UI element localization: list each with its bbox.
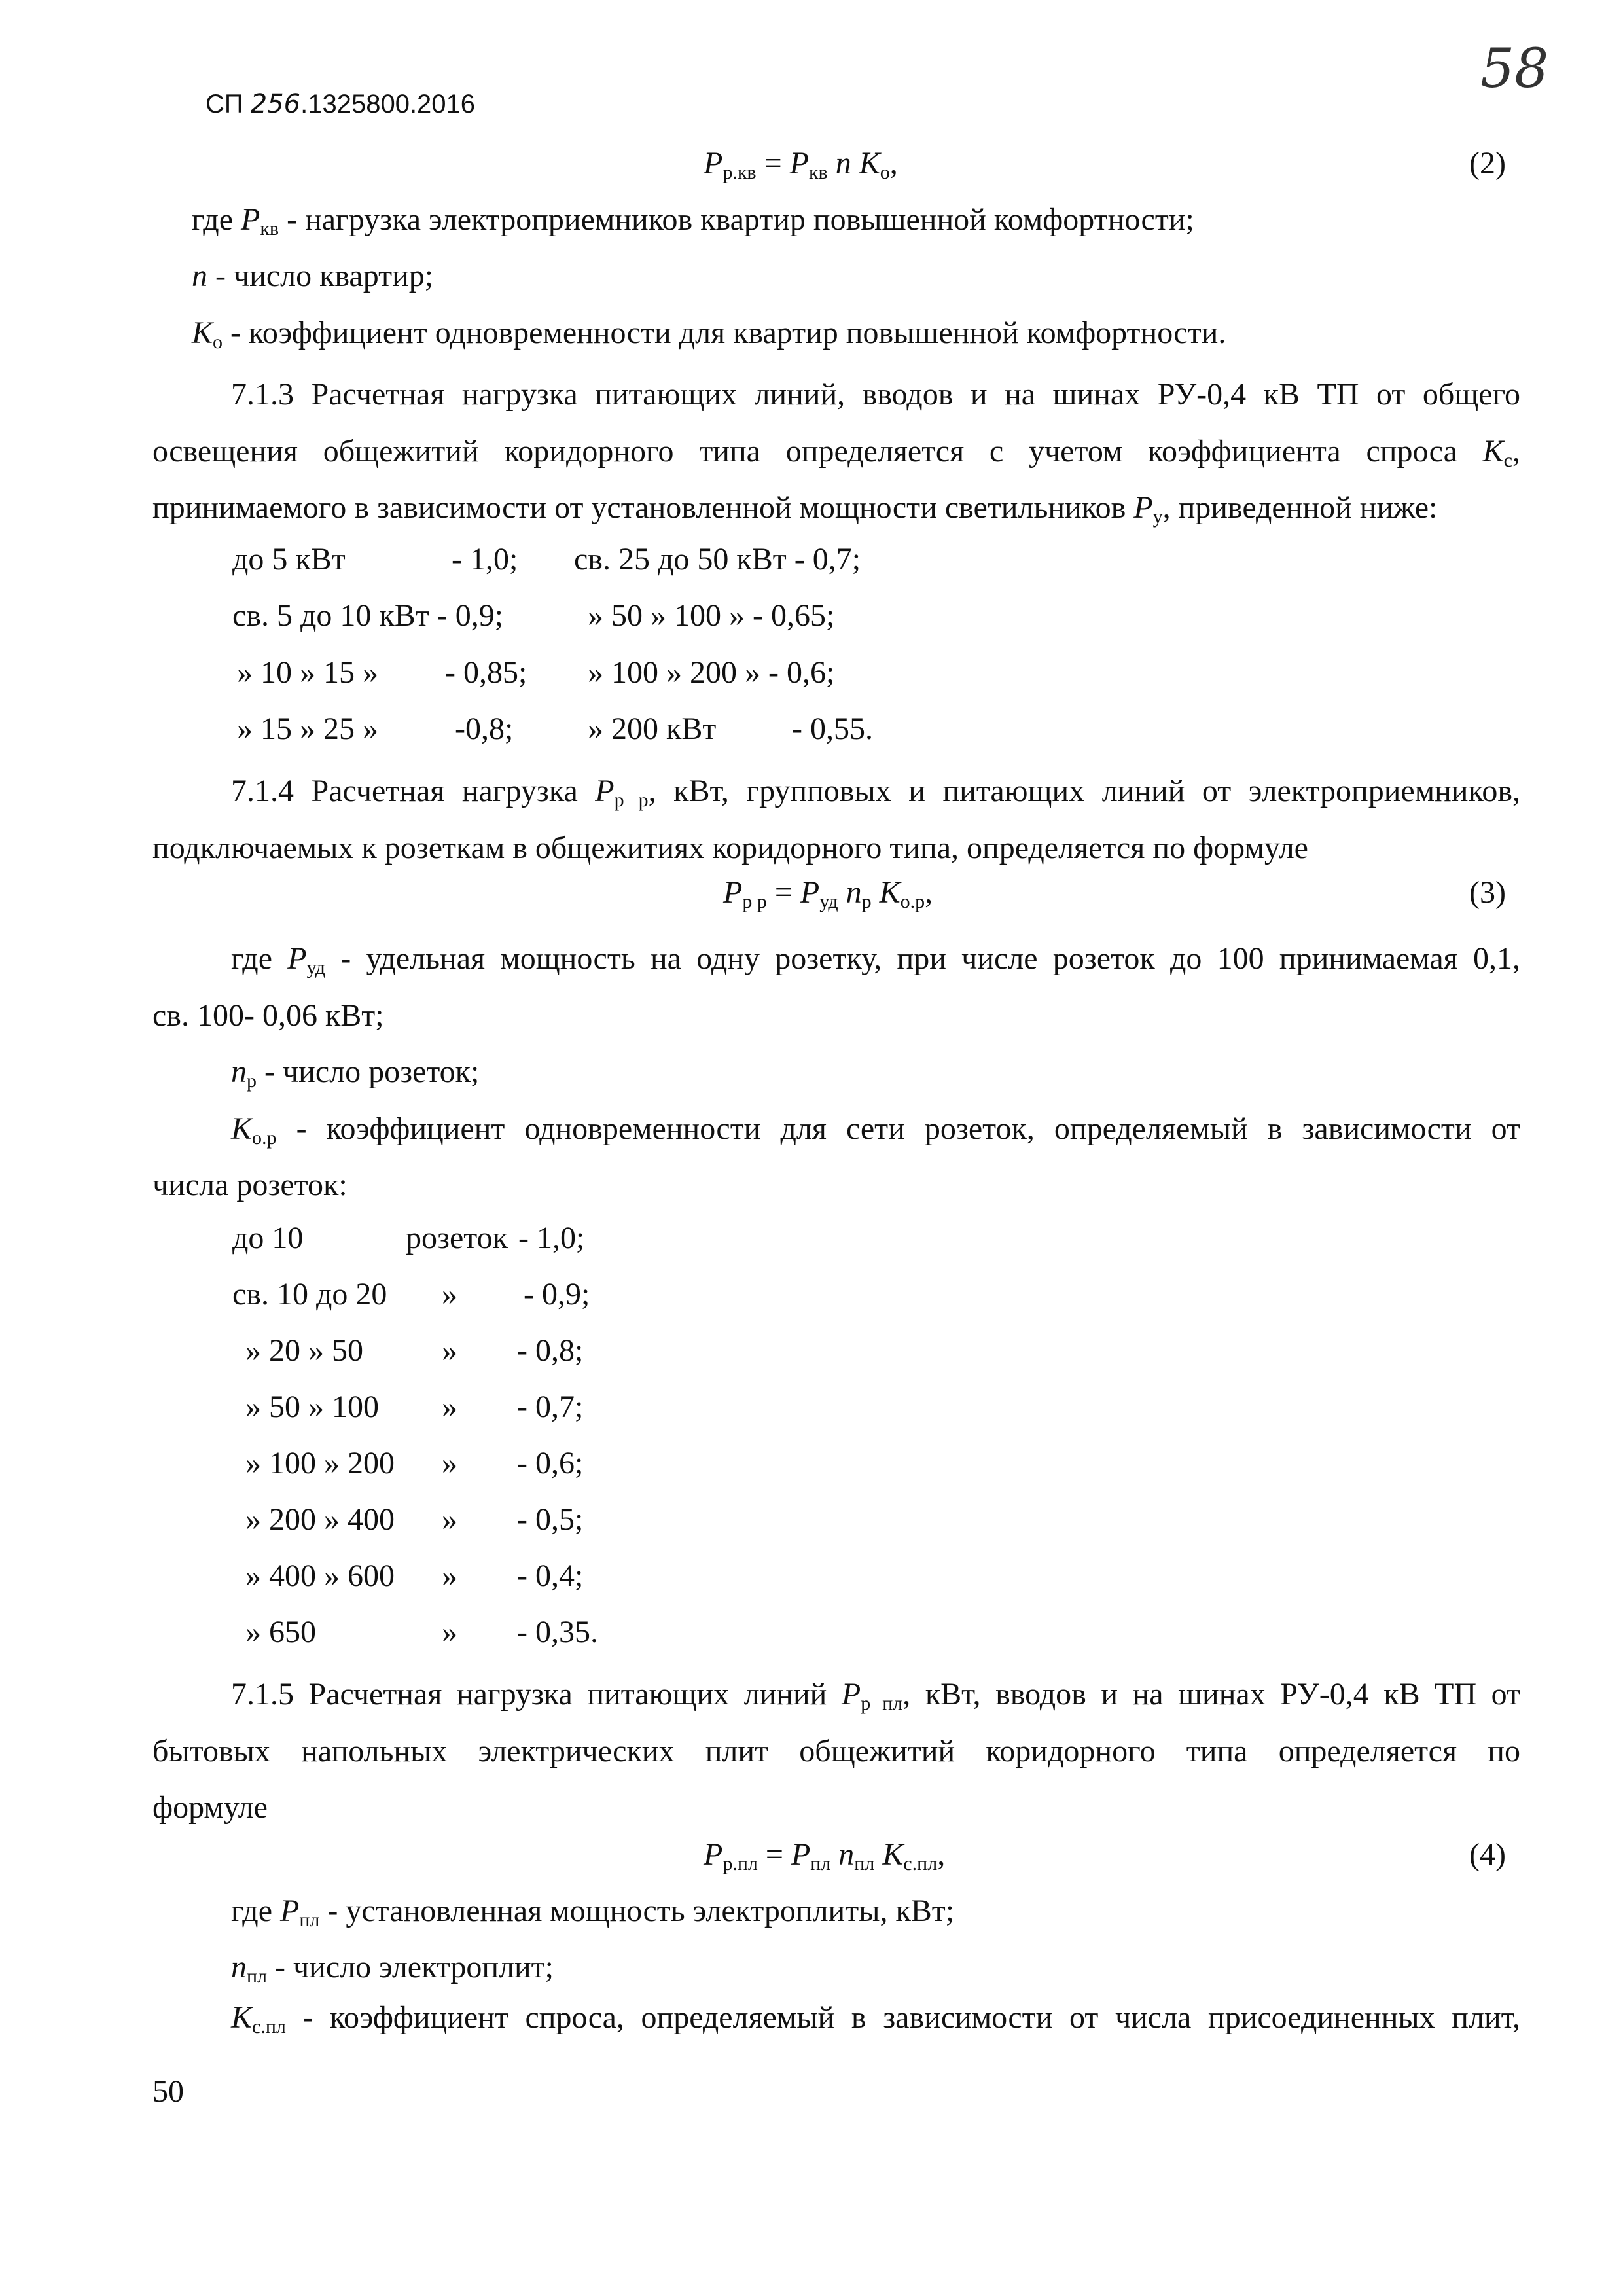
paragraph-line: св. 100- 0,06 кВт;: [152, 997, 384, 1033]
handwritten-page-mark: 58: [1480, 38, 1549, 100]
table-cell: » 650: [245, 1615, 316, 1649]
table-cell: » 200 кВт: [588, 711, 717, 746]
paragraph-line: [152, 931, 1520, 988]
formula-symbol: n: [838, 875, 862, 910]
paragraph-line: формуле: [152, 1790, 268, 1825]
table-cell: » 10 » 15 »: [237, 655, 378, 690]
definitions-formula-3: [152, 931, 1520, 1214]
document-code: [205, 89, 475, 119]
paragraph-line: [152, 480, 1520, 537]
formula-symbol: K: [874, 1837, 904, 1872]
line-text: , кВт, групповых и питающих линий от электроприемников,: [648, 774, 1520, 808]
def-prefix: где: [231, 941, 288, 976]
def-text: - число электроплит;: [267, 1950, 554, 1984]
def-subscript: р: [247, 1070, 257, 1092]
paragraph-line: бытовых напольных электрических плит общежитий коридорного типа определяется по: [152, 1733, 1520, 1768]
table-cell: - 0,6;: [517, 1446, 584, 1480]
paragraph-line: 7.1.3 Расчетная нагрузка питающих линий, вводов и на шинах РУ-0,4 кВ ТП от общего: [231, 377, 1520, 412]
line-symbol: P: [595, 774, 615, 808]
table-cell: - 0,85;: [445, 655, 527, 690]
formula-3-number: (3): [1469, 875, 1506, 910]
paragraph-line: [152, 1990, 1520, 2047]
formula-symbol: K: [859, 146, 880, 181]
table-cell: » 400 » 600: [245, 1558, 395, 1593]
line-subscript: р пл: [861, 1693, 903, 1714]
table-cell: до 5 кВт: [232, 542, 346, 577]
line-text: , приведенной ниже:: [1162, 490, 1438, 525]
formula-symbol: P: [791, 1837, 811, 1872]
formula-tail: ,: [937, 1837, 946, 1872]
formula-eq: =: [756, 146, 790, 181]
def-symbol: n: [192, 259, 207, 293]
def-text: - коэффициент одновременности для квартир повышенной комфортности.: [223, 315, 1226, 350]
table-cell: - 0,4;: [517, 1558, 584, 1593]
line-subscript: у: [1152, 506, 1163, 528]
formula-3: [723, 874, 933, 910]
def-symbol: K: [192, 315, 213, 350]
definition-line: [231, 1949, 554, 1985]
line-text: 7.1.5 Расчетная нагрузка питающих линий: [231, 1677, 842, 1712]
def-prefix: где: [231, 1893, 281, 1928]
line-symbol: P: [1133, 490, 1153, 525]
formula-symbol: P: [704, 1837, 723, 1872]
code-prefix: СП: [205, 90, 251, 118]
definition-line: [192, 202, 1194, 238]
table-cell: - 0,55.: [792, 711, 873, 746]
def-symbol: K: [231, 1111, 253, 1146]
def-subscript: о.р: [252, 1126, 277, 1149]
line-text: принимаемого в зависимости от установленной мощности светильников: [152, 490, 1134, 525]
def-symbol: P: [280, 1893, 300, 1928]
formula-subscript: р р: [742, 891, 767, 912]
line-subscript: с: [1503, 449, 1512, 471]
formula-subscript: о.р: [900, 891, 925, 912]
table-cell: » 200 » 400: [245, 1502, 395, 1537]
table-cell: » 100 » 200: [245, 1446, 395, 1480]
formula-tail: ,: [889, 146, 898, 181]
formula-subscript: р.пл: [722, 1853, 758, 1874]
line-symbol: P: [841, 1677, 861, 1712]
formula-subscript: уд: [819, 891, 838, 912]
def-text: - коэффициент одновременности для сети розеток, определяемый в зависимости от: [276, 1111, 1520, 1146]
formula-symbol: P: [723, 875, 743, 910]
table-cell: » 50 » 100: [245, 1390, 379, 1424]
table-cell: до 10: [232, 1221, 304, 1255]
def-text: - число квартир;: [207, 259, 434, 293]
formula-symbol: K: [871, 875, 901, 910]
formula-eq: =: [766, 875, 800, 910]
table-cell: » 50 » 100 » - 0,65;: [588, 598, 835, 633]
table-cell: - 0,9;: [524, 1277, 590, 1312]
table-cell: св. 25 до 50 кВт - 0,7;: [574, 542, 861, 577]
table-cell: »: [442, 1390, 457, 1424]
formula-eq: =: [757, 1837, 791, 1872]
table-cell: -0,8;: [455, 711, 514, 746]
formula-symbol: P: [800, 875, 820, 910]
def-subscript: о: [213, 331, 223, 353]
def-symbol: n: [231, 1054, 247, 1089]
formula-2: [704, 145, 898, 181]
formula-symbol: P: [789, 146, 809, 181]
paragraph-line: подключаемых к розеткам в общежитиях коридорного типа, определяется по формуле: [152, 830, 1308, 865]
definition-line: [152, 1990, 1520, 2047]
paragraph-line: [152, 1666, 1520, 1723]
def-text: - удельная мощность на одну розетку, при числе розеток до 100 принимаемая 0,1,: [325, 941, 1520, 976]
formula-subscript: о: [880, 162, 890, 183]
def-symbol: K: [231, 2000, 253, 2035]
table-cell: »: [442, 1502, 457, 1537]
table-cell: »: [442, 1615, 457, 1649]
definition-line: [192, 315, 1226, 351]
formula-symbol: P: [704, 146, 723, 181]
paragraph-line: [152, 763, 1520, 820]
formula-subscript: с.пл: [903, 1853, 938, 1874]
code-suffix: .1325800.2016: [300, 90, 476, 118]
def-text: - установленная мощность электроплиты, кВт;: [319, 1893, 955, 1928]
formula-tail: ,: [925, 875, 933, 910]
line-text: освещения общежитий коридорного типа определяется с учетом коэффициента спроса: [152, 433, 1483, 469]
paragraph-line: [152, 423, 1520, 480]
def-text: - нагрузка электроприемников квартир повышенной комфортности;: [279, 202, 1194, 237]
def-subscript: пл: [247, 1965, 268, 1987]
definition-line: [231, 1893, 954, 1929]
formula-subscript: пл: [854, 1853, 875, 1874]
line-text: 7.1.4 Расчетная нагрузка: [231, 774, 596, 808]
table-cell: - 0,35.: [517, 1615, 598, 1649]
def-subscript: пл: [299, 1909, 320, 1931]
table-cell: » 100 » 200 » - 0,6;: [588, 655, 835, 690]
table-cell: »: [442, 1333, 457, 1368]
def-text: - коэффициент спроса, определяемый в зависимости от числа присоединенных плит,: [285, 2000, 1520, 2035]
formula-subscript: р.кв: [722, 162, 757, 183]
paragraph-7-1-5: [152, 1666, 1520, 1837]
table-cell: св. 10 до 20: [232, 1277, 387, 1312]
paragraph-line: числа розеток:: [152, 1168, 348, 1202]
def-symbol: n: [231, 1950, 247, 1984]
table-cell: »: [442, 1446, 457, 1480]
formula-subscript: р: [861, 891, 872, 912]
def-subscript: кв: [260, 218, 279, 240]
def-symbol: P: [287, 941, 307, 976]
line-subscript: р р: [614, 789, 649, 811]
paragraph-line: [152, 1044, 1520, 1101]
formula-symbol: n: [827, 146, 859, 181]
formula-4-number: (4): [1469, 1837, 1506, 1872]
table-cell: »: [442, 1277, 457, 1312]
line-text: ,: [1512, 433, 1520, 469]
code-handwritten-number: 256: [250, 89, 301, 119]
formula-subscript: кв: [808, 162, 828, 183]
page-number: 50: [152, 2074, 184, 2109]
formula-2-number: (2): [1469, 146, 1506, 181]
def-subscript: уд: [306, 957, 325, 978]
table-cell: »: [442, 1558, 457, 1593]
line-symbol: K: [1482, 433, 1504, 469]
table-cell: - 1,0;: [452, 542, 518, 577]
line-text: , кВт, вводов и на шинах РУ-0,4 кВ ТП от: [902, 1677, 1521, 1712]
table-cell: розеток: [406, 1221, 508, 1255]
table-cell: » 15 » 25 »: [237, 711, 378, 746]
def-prefix: где: [192, 202, 241, 237]
paragraph-7-1-3: [152, 367, 1520, 537]
formula-subscript: пл: [810, 1853, 831, 1874]
def-subscript: с.пл: [252, 2016, 286, 2037]
table-cell: » 20 » 50: [245, 1333, 363, 1368]
definition-line: [192, 258, 433, 294]
table-cell: - 0,7;: [517, 1390, 584, 1424]
paragraph-7-1-4: [152, 763, 1520, 876]
def-symbol: P: [241, 202, 260, 237]
paragraph-line: [152, 1101, 1520, 1158]
def-text: - число розеток;: [257, 1054, 480, 1089]
table-cell: - 0,8;: [517, 1333, 584, 1368]
formula-4: [704, 1837, 945, 1873]
table-cell: - 1,0;: [518, 1221, 585, 1255]
table-cell: - 0,5;: [517, 1502, 584, 1537]
table-cell: св. 5 до 10 кВт - 0,9;: [232, 598, 504, 633]
formula-symbol: n: [830, 1837, 855, 1872]
